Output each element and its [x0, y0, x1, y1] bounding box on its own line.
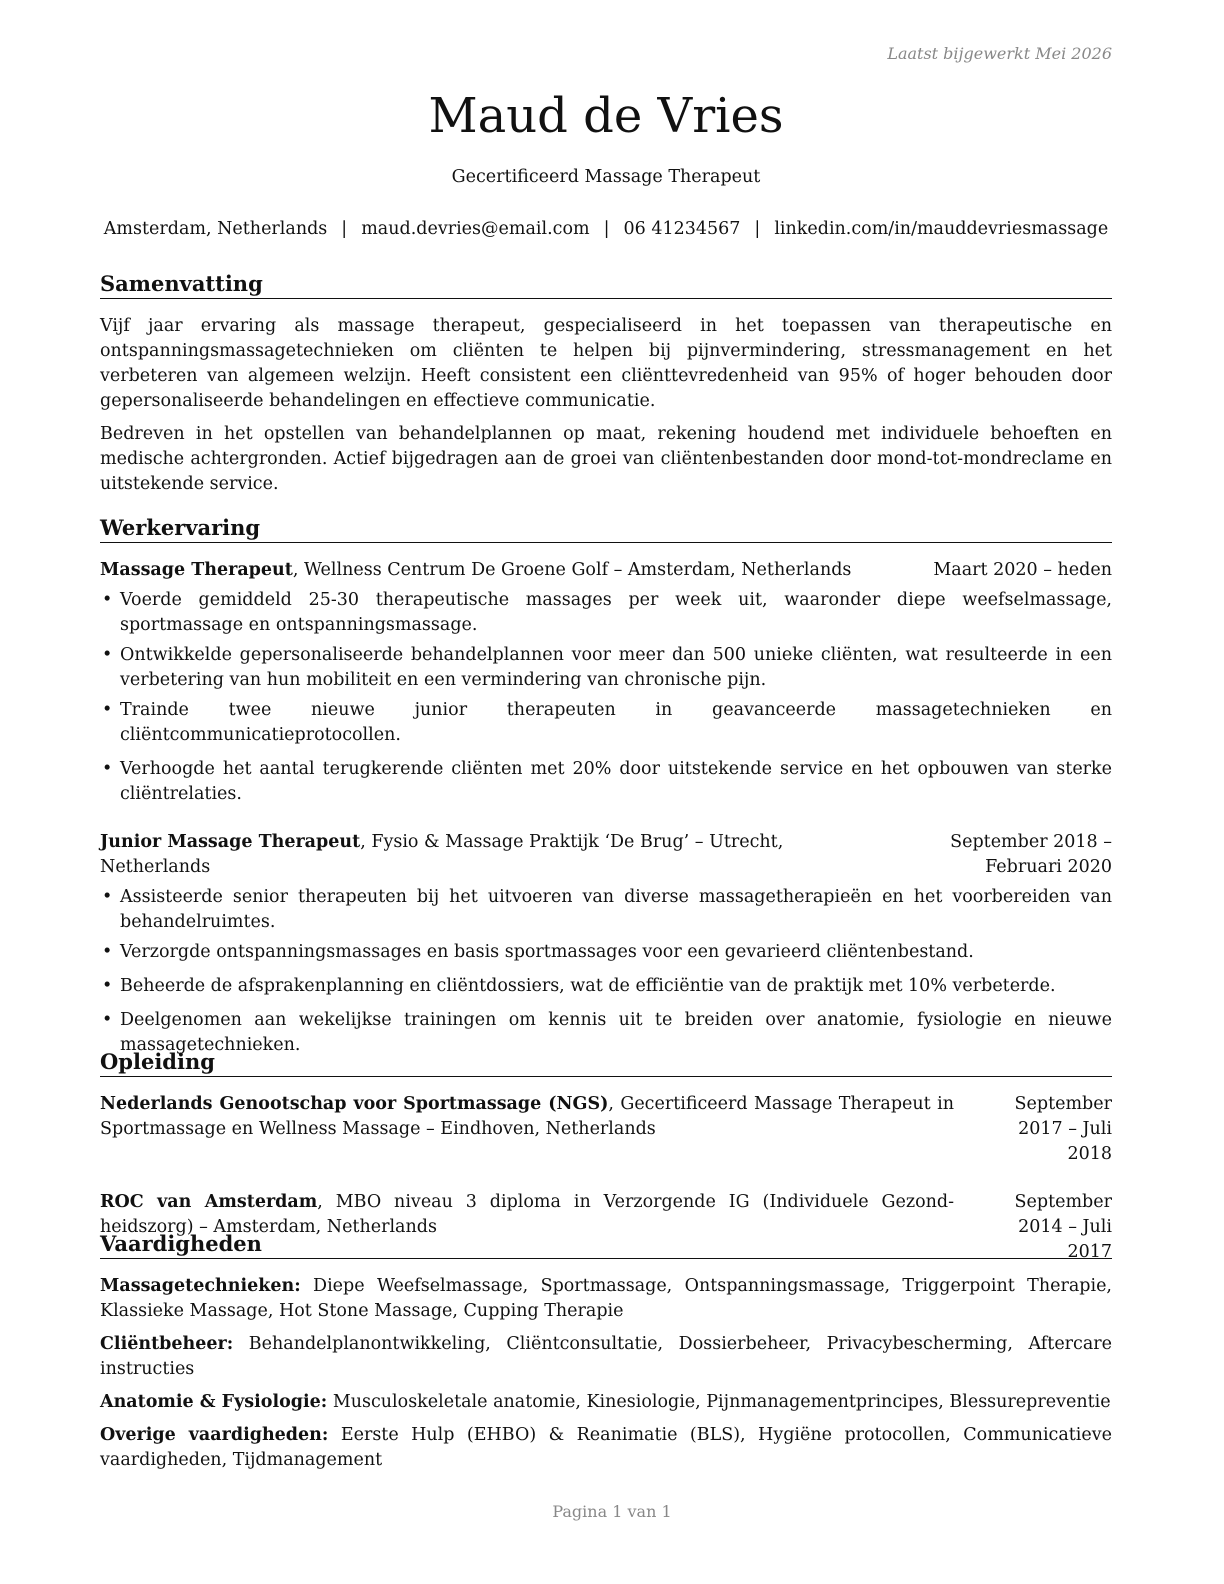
job-dates: Maart 2020 – heden [933, 560, 1112, 580]
section-title-experience: Werkervaring [100, 514, 1112, 543]
job-title-line [100, 830, 878, 880]
skill-text: Behandelplanontwikkeling, Cliëntconsultatie, Dossierbeheer, Privacybescherming, Aftercare instructies [100, 1334, 1112, 1379]
summary-paragraph: Vijf jaar ervaring als massage therapeut, gespecialiseerd in het toepassen van therapeutische en ontspanningsmassagetechnieken om cliënten te helpen bij pijnvermindering, stressmanagement en het verbeteren van algemeen welzijn. Heeft consistent een cliënttevredenheid van 95% of hoger behouden door gepersonaliseerde behandelingen en effectieve communicatie. [100, 316, 1112, 411]
summary-section [100, 270, 1112, 497]
list-item: • Trainde twee nieuwe junior therapeuten in geavanceerde massagetechnieken en cliëntcommunicatieprotocollen. [100, 698, 1112, 748]
job-role: Junior Massage Therapeut [100, 832, 361, 852]
candidate-name: Maud de Vries [428, 88, 784, 144]
contact-separator: | [341, 219, 348, 239]
skill-row [100, 1274, 1112, 1324]
job-place: , Wellness Centrum De Groene Golf – Amsterdam, Netherlands [292, 560, 852, 580]
list-item: • Beheerde de afsprakenplanning en cliëntdossiers, wat de efficiëntie van de praktijk met 10% verbeterde. [100, 974, 1112, 999]
job-title-line [100, 558, 933, 583]
skill-label: Anatomie & Fysiologie: [100, 1392, 328, 1412]
contact-location: Amsterdam, Netherlands [103, 219, 328, 239]
contact-separator: | [754, 219, 761, 239]
candidate-title: Gecertificeerd Massage Therapeut [451, 167, 761, 187]
education-school: ROC van Amsterdam [100, 1192, 318, 1212]
job-bullets [100, 885, 1112, 1058]
job-header [100, 830, 1112, 880]
education-detail: , Gecertificeerd Massage Therapeut in Sportmassage en Wellness Massage – Eindhoven, Netherlands [100, 1094, 954, 1139]
contact-email[interactable]: maud.devries@email.com [361, 219, 590, 239]
list-item: • Verzorgde ontspanningsmassages en basis sportmassages voor een gevarieerd cliëntenbestand. [100, 940, 1112, 965]
experience-section [100, 514, 1112, 1058]
job-bullets [100, 588, 1112, 807]
page-number: Pagina 1 van 1 [552, 1502, 672, 1521]
skill-text: Diepe Weefselmassage, Sportmassage, Ontspanningsmassage, Triggerpoint Therapie, Klassieke Massage, Hot Stone Massage, Cupping Therapie [100, 1276, 1112, 1321]
skill-label: Overige vaardigheden: [100, 1425, 329, 1445]
education-dates: September 2017 – Juli 2018 [1014, 1094, 1112, 1164]
job-role: Massage Therapeut [100, 560, 293, 580]
contact-line [100, 219, 1112, 239]
skill-row [100, 1423, 1112, 1473]
contact-separator: | [603, 219, 610, 239]
contact-phone[interactable]: 06 41234567 [623, 219, 741, 239]
skills-section [100, 1230, 1112, 1473]
skill-text: Musculoskeletale anatomie, Kinesiologie, Pijnmanagementprincipes, Blessurepreventie [327, 1392, 1111, 1412]
skill-label: Massagetechnieken: [100, 1276, 301, 1296]
list-item: • Verhoogde het aantal terugkerende cliënten met 20% door uitstekende service en het opbouwen van sterke cliëntrelaties. [100, 757, 1112, 807]
education-school: Nederlands Genootschap voor Sportmassage (NGS) [100, 1094, 609, 1114]
summary-paragraph: Bedreven in het opstellen van behandelplannen op maat, rekening houdend met individuele behoeften en medische achtergronden. Actief bijgedragen aan de groei van cliëntenbestanden door mond-tot-mondreclame en uitstekende service. [100, 424, 1112, 494]
education-dates: September 2014 – Juli 2017 [1014, 1192, 1112, 1262]
education-item [100, 1092, 1112, 1167]
section-title-summary: Samenvatting [100, 270, 1112, 299]
contact-linkedin[interactable]: linkedin.com/in/mauddevriesmassage [774, 219, 1109, 239]
education-detail: , MBO niveau 3 diploma in Verzorgende IG (Individuele Gezondheidszorg) – Amsterdam, Netherlands [100, 1192, 954, 1237]
list-item: • Assisteerde senior therapeuten bij het uitvoeren van diverse massagetherapieën en het voorbereiden van behandelruimtes. [100, 885, 1112, 935]
skill-row [100, 1332, 1112, 1382]
list-item: • Voerde gemiddeld 25-30 therapeutische massages per week uit, waaronder diepe weefselmassage, sportmassage en ontspanningsmassage. [100, 588, 1112, 638]
section-title-education: Opleiding [100, 1048, 1112, 1077]
job-header [100, 558, 1112, 583]
education-title-line [100, 1092, 972, 1167]
job-place: , Fysio & Massage Praktijk ‘De Brug’ – Utrecht, Netherlands [100, 832, 784, 877]
list-item: • Ontwikkelde gepersonaliseerde behandelplannen voor meer dan 500 unieke cliënten, wat resulteerde in een verbetering van hun mobiliteit en een vermindering van chronische pijn. [100, 643, 1112, 693]
skill-text: Eerste Hulp (EHBO) & Reanimatie (BLS), Hygiëne protocollen, Communicatieve vaardigheden, Tijdmanagement [100, 1425, 1112, 1470]
skill-row [100, 1390, 1112, 1415]
skill-label: Cliëntbeheer: [100, 1334, 234, 1354]
list-item: • Deelgenomen aan wekelijkse trainingen om kennis uit te breiden over anatomie, fysiologie en nieuwe massagetechnieken. [100, 1008, 1112, 1058]
last-updated-note: Laatst bijgewerkt Mei 2026 [887, 44, 1112, 63]
job-dates: September 2018 – Februari 2020 [950, 832, 1112, 877]
section-title-skills: Vaardigheden [100, 1230, 1112, 1259]
